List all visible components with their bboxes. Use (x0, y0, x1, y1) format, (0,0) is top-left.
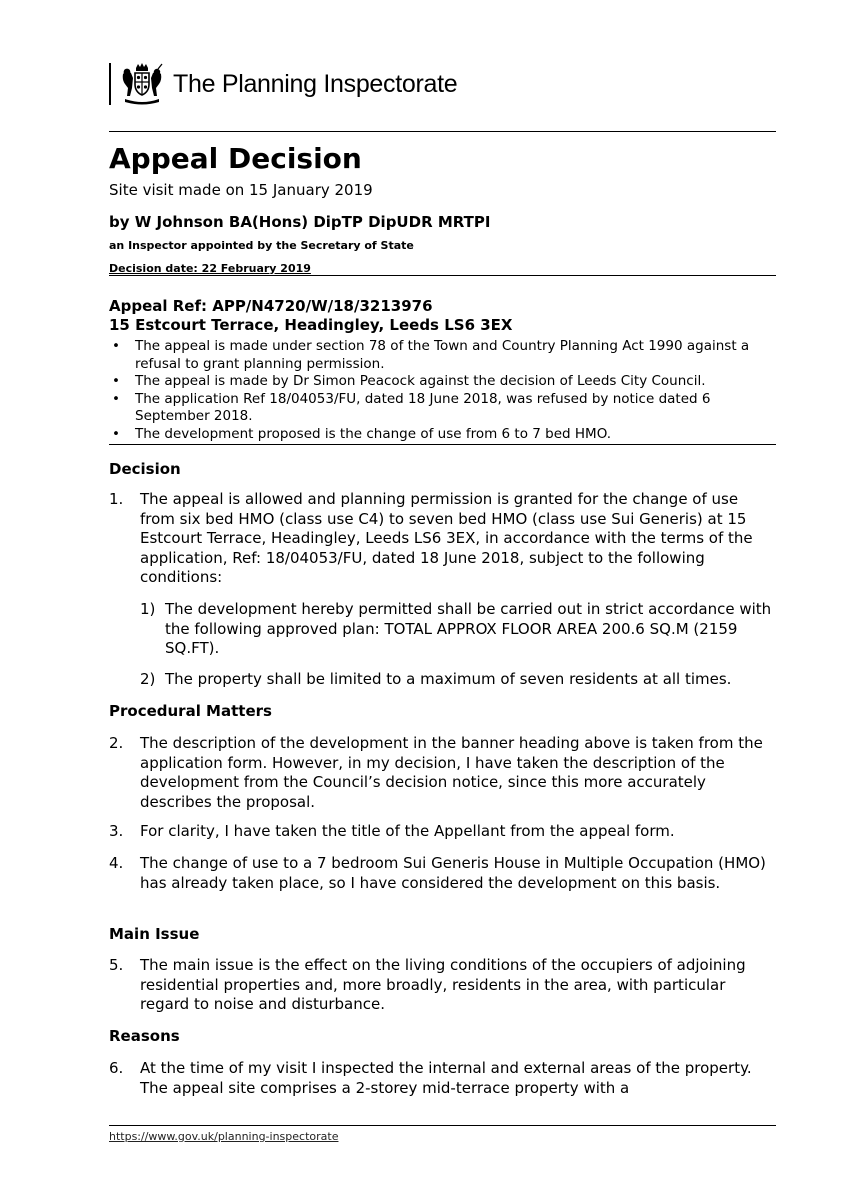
paragraph-3: 3. For clarity, I have taken the title of the Appellant from the appeal form. (109, 822, 675, 840)
footer-link[interactable]: https://www.gov.uk/planning-inspectorate (109, 1130, 339, 1143)
section-heading-reasons: Reasons (109, 1027, 180, 1045)
header-divider (109, 131, 776, 132)
list-item: • The appeal is made by Dr Simon Peacock against the decision of Leeds City Council. (112, 373, 706, 389)
logo-divider (109, 63, 111, 105)
appeal-summary-list (109, 338, 776, 443)
paragraph-6: 6. At the time of my visit I inspected the internal and external areas of the property. The appeal site comprises a 2-storey mid-terrace property with a (109, 1059, 752, 1097)
inspector-appointment: an Inspector appointed by the Secretary of State (109, 239, 414, 252)
list-item: • The application Ref 18/04053/FU, dated 18 June 2018, was refused by notice dated 6 September 2018. (112, 390, 711, 424)
section-heading-procedural: Procedural Matters (109, 702, 272, 720)
appeal-reference: Appeal Ref: APP/N4720/W/18/3213976 (109, 297, 433, 315)
condition-2: 2) The property shall be limited to a maximum of seven residents at all times. (140, 670, 732, 688)
footer-divider (109, 1125, 776, 1126)
condition-1: 1) The development hereby permitted shall be carried out in strict accordance with the following approved plan: TOTAL APPROX FLOOR AREA 200.6 SQ.M (2159 SQ.FT). (140, 600, 772, 657)
summary-divider (109, 444, 776, 445)
paragraph-5: 5. The main issue is the effect on the living conditions of the occupiers of adjoining residential properties and, more broadly, residents in the area, with particular regard to noise and disturbance. (109, 956, 746, 1013)
royal-coat-of-arms-icon (119, 62, 165, 106)
header-logo (109, 62, 457, 106)
organisation-name: The Planning Inspectorate (173, 69, 458, 98)
section-heading-decision: Decision (109, 460, 181, 478)
page-title: Appeal Decision (109, 142, 362, 175)
list-item: • The appeal is made under section 78 of the Town and Country Planning Act 1990 against a refusal to grant planning permission. (112, 338, 750, 372)
list-item: • The development proposed is the change of use from 6 to 7 bed HMO. (112, 425, 612, 442)
paragraph-2: 2. The description of the development in the banner heading above is taken from the application form. However, in my decision, I have taken the description of the development from the Council’s decision notice, since this more accurately describes the proposal. (109, 734, 763, 811)
paragraph-4: 4. The change of use to a 7 bedroom Sui Generis House in Multiple Occupation (HMO) has already taken place, so I have considered the development on this basis. (109, 854, 766, 892)
inspector-name: by W Johnson BA(Hons) DipTP DipUDR MRTPI (109, 213, 491, 231)
site-visit-date: Site visit made on 15 January 2019 (109, 181, 373, 199)
decision-date-divider (109, 275, 776, 276)
site-address: 15 Estcourt Terrace, Headingley, Leeds LS6 3EX (109, 316, 513, 334)
decision-date: Decision date: 22 February 2019 (109, 262, 311, 275)
section-heading-main-issue: Main Issue (109, 925, 200, 943)
paragraph-1: 1. The appeal is allowed and planning permission is granted for the change of use from six bed HMO (class use C4) to seven bed HMO (class use Sui Generis) at 15 Estcourt Terrace, Headingley, Leeds LS6 3EX, in accordance with the terms of the application, Ref: 18/04053/FU, dated 18 June 2018, subject to the following conditions: (109, 490, 753, 586)
